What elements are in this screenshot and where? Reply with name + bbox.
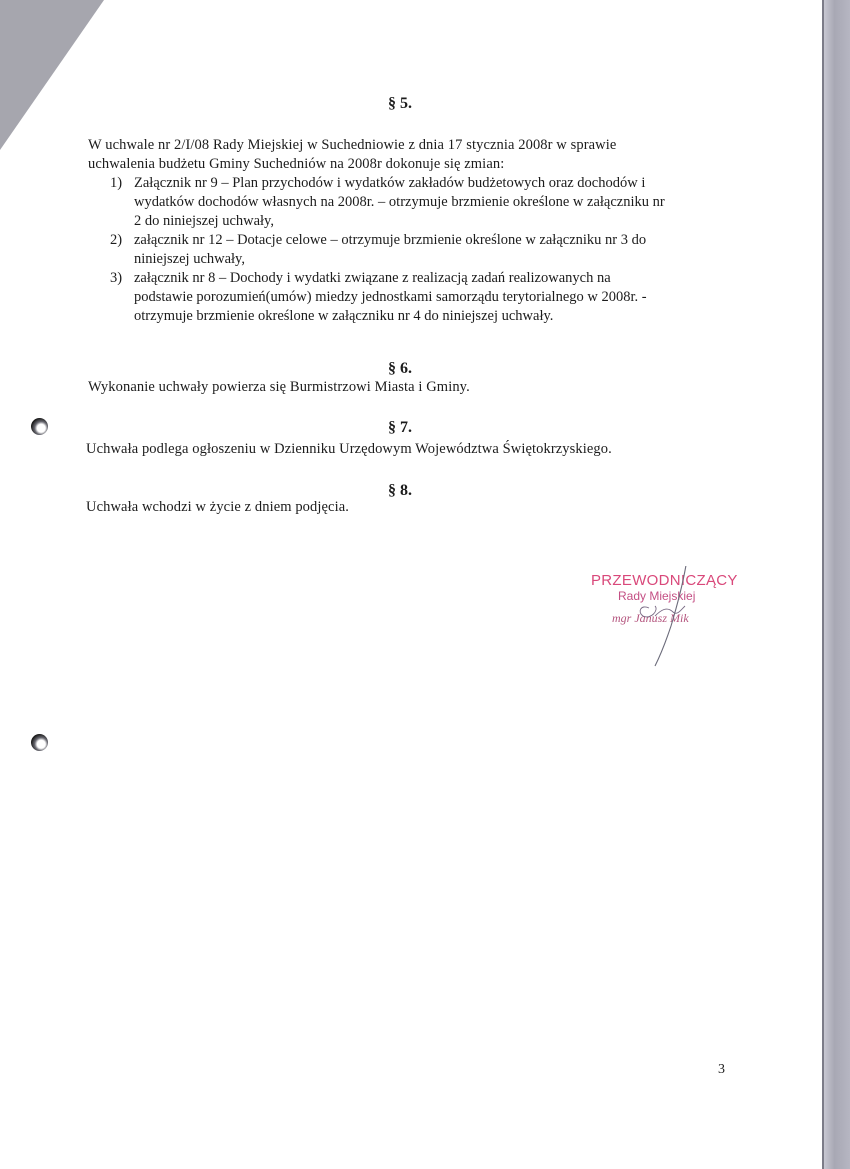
list-item-line: 2 do niniejszej uchwały, (134, 213, 274, 229)
section-7-heading: § 7. (388, 419, 412, 436)
list-item-number: 1) (110, 175, 123, 191)
section-6-heading: § 6. (388, 360, 412, 377)
section-8-heading: § 8. (388, 482, 412, 499)
list-item-line: podstawie porozumień(umów) miedzy jednostkami samorządu terytorialnego w 2008r. - (134, 289, 647, 305)
section-5-intro-line-1: W uchwale nr 2/I/08 Rady Miejskiej w Suchedniowie z dnia 17 stycznia 2008r w sprawie (88, 137, 617, 153)
section-8-text: Uchwała wchodzi w życie z dniem podjęcia. (86, 499, 349, 515)
list-item-number: 2) (110, 232, 123, 248)
list-item-line: otrzymuje brzmienie określone w załączniku nr 4 do niniejszej uchwały. (134, 308, 554, 324)
list-item-line: Załącznik nr 9 – Plan przychodów i wydatków zakładów budżetowych oraz dochodów i (134, 175, 646, 191)
section-5-heading: § 5. (388, 95, 412, 112)
section-7-text: Uchwała podlega ogłoszeniu w Dzienniku Urzędowym Województwa Świętokrzyskiego. (86, 441, 612, 457)
list-item-number: 3) (110, 270, 123, 286)
list-item-line: niniejszej uchwały, (134, 251, 245, 267)
handwritten-signature (585, 566, 745, 676)
folded-corner (0, 0, 104, 150)
chairman-stamp (585, 566, 745, 676)
list-item-line: załącznik nr 8 – Dochody i wydatki związane z realizacją zadań realizowanych na (134, 270, 611, 286)
page-number: 3 (718, 1062, 725, 1077)
stamp-subtitle: Rady Miejskiej (618, 589, 696, 603)
list-item-line: wydatków dochodów własnych na 2008r. – otrzymuje brzmienie określone w załączniku nr (134, 194, 665, 210)
stamp-title: PRZEWODNICZĄCY (591, 572, 738, 589)
section-5-intro-line-2: uchwalenia budżetu Gminy Suchedniów na 2008r dokonuje się zmian: (88, 156, 505, 172)
punch-hole-bottom (31, 734, 48, 751)
stamp-name: mgr Janusz Mik (612, 611, 689, 625)
scan-edge (824, 0, 850, 1169)
list-item-line: załącznik nr 12 – Dotacje celowe – otrzymuje brzmienie określone w załączniku nr 3 do (134, 232, 647, 248)
section-6-text: Wykonanie uchwały powierza się Burmistrzowi Miasta i Gminy. (88, 379, 470, 395)
